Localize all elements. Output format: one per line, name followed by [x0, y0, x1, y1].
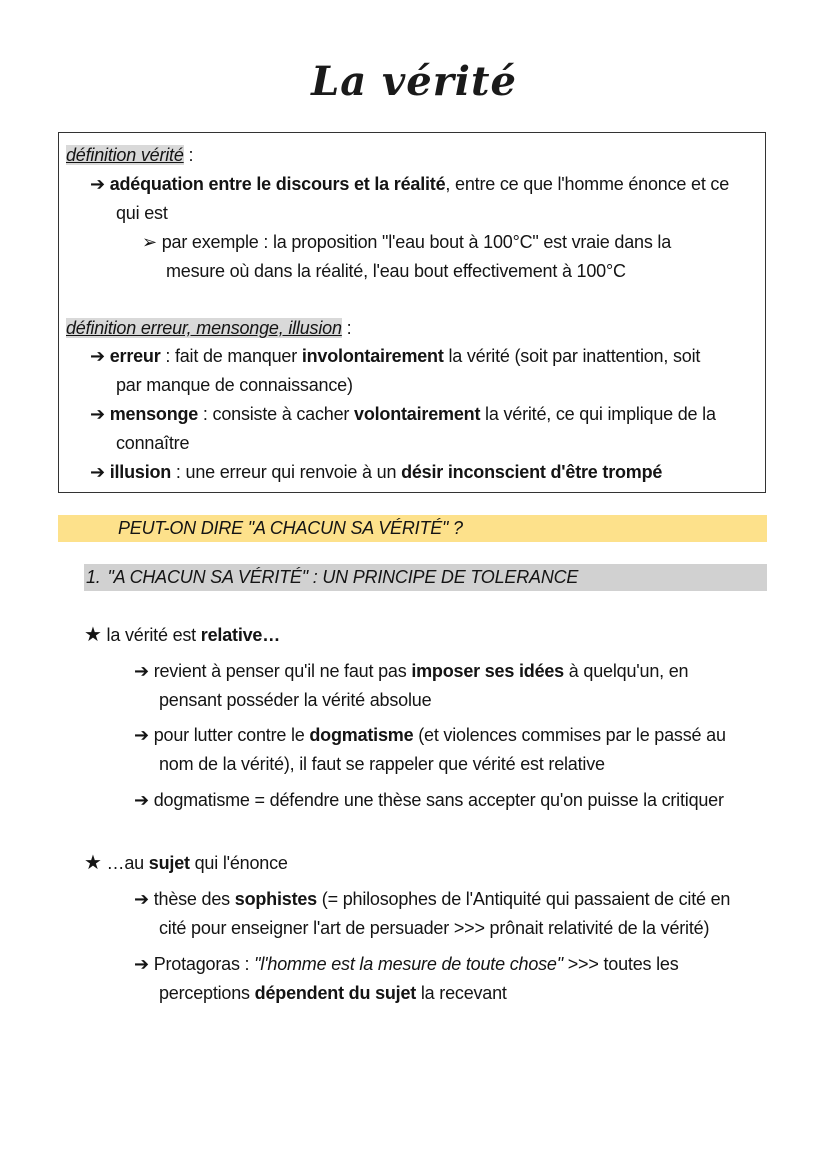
definition-verite-cont: qui est	[116, 203, 168, 223]
erreur-line: ➔ erreur : fait de manquer involontairement la vérité (soit par inattention, soit	[90, 346, 701, 366]
arrow-icon: ➔	[90, 346, 105, 366]
bullet-dogmatisme-def: ➔ dogmatisme = défendre une thèse sans accepter qu'on puisse la critiquer	[134, 790, 724, 810]
point-relative: ★ la vérité est relative…	[84, 624, 281, 646]
bullet-dogmatisme-cont: nom de la vérité), il faut se rappeler que vérité est relative	[159, 754, 605, 774]
arrow-icon: ➔	[134, 954, 149, 974]
question-banner: PEUT-ON DIRE "A CHACUN SA VÉRITÉ" ?	[58, 515, 767, 542]
bullet-imposer-cont: pensant posséder la vérité absolue	[159, 690, 432, 710]
definition-erreur-label: définition erreur, mensonge, illusion	[66, 318, 342, 338]
bullet-protagoras: ➔ Protagoras : "l'homme est la mesure de toute chose" >>> toutes les	[134, 954, 679, 974]
page-title: La vérité	[311, 58, 517, 105]
arrow-icon: ➔	[90, 404, 105, 424]
definition-verite-line: ➔ adéquation entre le discours et la réalité, entre ce que l'homme énonce et ce	[90, 174, 730, 194]
arrowhead-icon: ➢	[142, 232, 157, 252]
definition-verite-heading: définition vérité :	[66, 145, 194, 165]
bullet-sophistes: ➔ thèse des sophistes (= philosophes de l'Antiquité qui passaient de cité en	[134, 889, 731, 909]
arrow-icon: ➔	[134, 661, 149, 681]
mensonge-line: ➔ mensonge : consiste à cacher volontairement la vérité, ce qui implique de la	[90, 404, 716, 424]
bullet-imposer: ➔ revient à penser qu'il ne faut pas imposer ses idées à quelqu'un, en	[134, 661, 689, 681]
section-number: 1.	[86, 567, 101, 587]
arrow-icon: ➔	[90, 462, 105, 482]
point-sujet: ★ …au sujet qui l'énonce	[84, 852, 288, 874]
arrow-icon: ➔	[134, 725, 149, 745]
erreur-line-cont: par manque de connaissance)	[116, 375, 353, 395]
star-icon: ★	[84, 624, 102, 646]
definition-erreur-heading: définition erreur, mensonge, illusion :	[66, 318, 352, 338]
illusion-line: ➔ illusion : une erreur qui renvoie à un désir inconscient d'être trompé	[90, 462, 663, 482]
mensonge-line-cont: connaître	[116, 433, 190, 453]
section-title: "A CHACUN SA VÉRITÉ" : UN PRINCIPE DE TOLERANCE	[107, 567, 579, 587]
bullet-protagoras-cont: perceptions dépendent du sujet la recevant	[159, 983, 507, 1003]
example-line: ➢ par exemple : la proposition "l'eau bout à 100°C" est vraie dans la	[142, 232, 672, 252]
arrow-icon: ➔	[134, 790, 149, 810]
star-icon: ★	[84, 852, 102, 874]
arrow-icon: ➔	[134, 889, 149, 909]
definition-verite-label: définition vérité	[66, 145, 184, 165]
bullet-dogmatisme: ➔ pour lutter contre le dogmatisme (et violences commises par le passé au	[134, 725, 726, 745]
example-line-cont: mesure où dans la réalité, l'eau bout effectivement à 100°C	[166, 261, 626, 281]
section-heading	[84, 564, 767, 591]
bullet-sophistes-cont: cité pour enseigner l'art de persuader >>> prônait relativité de la vérité)	[159, 918, 710, 938]
arrow-icon: ➔	[90, 174, 105, 194]
